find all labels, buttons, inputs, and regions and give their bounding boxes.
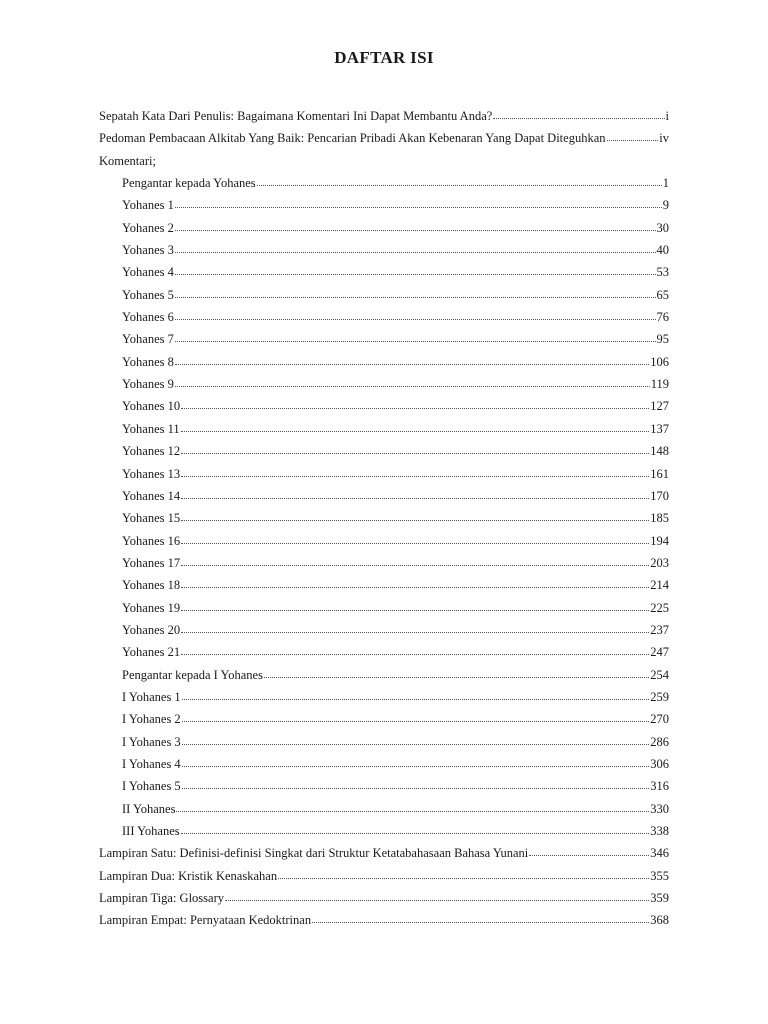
toc-entry-page: 161 bbox=[650, 466, 669, 481]
toc-entry bbox=[99, 463, 669, 485]
toc-entry-page: 330 bbox=[650, 801, 669, 816]
toc-entry-label: Sepatah Kata Dari Penulis: Bagaimana Komentari Ini Dapat Membantu Anda? bbox=[99, 109, 493, 123]
dot-leader bbox=[175, 264, 656, 275]
dot-leader bbox=[181, 398, 649, 409]
toc-entry-page: 338 bbox=[650, 824, 669, 838]
dot-leader bbox=[182, 756, 650, 767]
toc-entry-page: 53 bbox=[656, 265, 669, 280]
toc-entry bbox=[99, 105, 669, 127]
toc-entry bbox=[99, 775, 669, 797]
toc-entry-label: Yohanes 21 bbox=[122, 645, 181, 660]
toc-entry-label: I Yohanes 5 bbox=[122, 779, 181, 794]
toc-entry bbox=[99, 708, 669, 730]
dot-leader bbox=[175, 309, 656, 320]
toc-entry-label: Yohanes 8 bbox=[122, 354, 174, 369]
toc-entry-label: Yohanes 4 bbox=[122, 265, 174, 280]
dot-leader bbox=[181, 466, 649, 477]
dot-leader bbox=[493, 108, 664, 119]
toc-entry bbox=[99, 731, 669, 753]
toc-entry-label: Yohanes 13 bbox=[122, 466, 181, 481]
toc-entry-page: 225 bbox=[650, 600, 669, 615]
toc-entry bbox=[99, 284, 669, 306]
dot-leader bbox=[181, 533, 649, 544]
toc-entry-page: 30 bbox=[656, 220, 669, 235]
toc-entry-label: II Yohanes bbox=[122, 801, 176, 816]
toc-entry-page: 9 bbox=[662, 198, 669, 213]
toc-entry-label: III Yohanes bbox=[122, 824, 180, 838]
dot-leader bbox=[175, 376, 650, 387]
toc-entry-page: 368 bbox=[650, 913, 669, 928]
toc-entry-label: Yohanes 12 bbox=[122, 444, 181, 459]
toc-entry-page: 170 bbox=[650, 488, 669, 503]
dot-leader bbox=[181, 600, 649, 611]
toc-entry-page: 270 bbox=[650, 712, 669, 727]
toc-entry-label: Lampiran Tiga: Glossary bbox=[99, 891, 224, 906]
toc-entry bbox=[99, 597, 669, 619]
toc-entry bbox=[99, 395, 669, 417]
dot-leader bbox=[182, 689, 650, 700]
toc-entry-label: Yohanes 14 bbox=[122, 488, 181, 503]
toc-entry-page: iv bbox=[659, 131, 669, 146]
toc-entry-label: Yohanes 7 bbox=[122, 332, 174, 347]
toc-entry-page: 247 bbox=[650, 645, 669, 660]
toc-entry bbox=[99, 909, 669, 931]
dot-leader bbox=[176, 801, 649, 812]
page-title: DAFTAR ISI bbox=[334, 48, 434, 67]
toc-entry-page: 259 bbox=[650, 689, 669, 704]
dot-leader bbox=[181, 421, 650, 432]
toc-entry-label: Pedoman Pembacaan Alkitab Yang Baik: Pencarian Pribadi Akan Kebenaran Yang Dapat Diteguhkan bbox=[99, 131, 606, 146]
toc-entry bbox=[99, 753, 669, 775]
toc-entry-page: 185 bbox=[650, 511, 669, 526]
toc-entry-label: Yohanes 2 bbox=[122, 220, 174, 235]
dot-leader bbox=[264, 667, 649, 678]
toc-entry-page: 137 bbox=[650, 421, 669, 436]
toc-entry bbox=[99, 887, 669, 909]
toc-entry bbox=[99, 686, 669, 708]
toc-entry-label: Yohanes 20 bbox=[122, 622, 181, 637]
toc-entry bbox=[99, 552, 669, 574]
toc-entry-page: 119 bbox=[650, 377, 669, 392]
dot-leader bbox=[175, 287, 656, 298]
toc-entry bbox=[99, 798, 669, 820]
dot-leader bbox=[175, 331, 656, 342]
table-of-contents bbox=[99, 105, 669, 932]
toc-entry bbox=[99, 485, 669, 507]
toc-entry bbox=[99, 351, 669, 373]
toc-entry-page: 237 bbox=[650, 622, 669, 637]
toc-entry-page: 1 bbox=[662, 176, 669, 191]
toc-entry bbox=[99, 217, 669, 239]
dot-leader bbox=[182, 711, 650, 722]
toc-entry-page: 214 bbox=[650, 578, 669, 593]
toc-entry-label: I Yohanes 3 bbox=[122, 734, 181, 749]
toc-entry-label: Komentari; bbox=[99, 153, 156, 168]
toc-entry-page: 286 bbox=[650, 734, 669, 749]
dot-leader bbox=[225, 890, 649, 901]
dot-leader bbox=[529, 845, 649, 856]
dot-leader bbox=[175, 220, 656, 231]
toc-entry bbox=[99, 842, 669, 864]
dot-leader bbox=[181, 443, 649, 454]
toc-entry-label: Yohanes 10 bbox=[122, 399, 181, 414]
dot-leader bbox=[312, 912, 649, 923]
toc-entry-label: Yohanes 18 bbox=[122, 578, 181, 593]
dot-leader bbox=[181, 622, 649, 633]
toc-entry-label: Lampiran Dua: Kristik Kenaskahan bbox=[99, 868, 278, 883]
dot-leader bbox=[175, 242, 656, 253]
toc-entry-page: 148 bbox=[650, 444, 669, 459]
toc-entry bbox=[99, 641, 669, 663]
toc-entry bbox=[99, 530, 669, 552]
toc-entry-page: 316 bbox=[650, 779, 669, 794]
toc-entry-label: Yohanes 1 bbox=[122, 198, 174, 213]
dot-leader bbox=[175, 197, 662, 208]
toc-entry bbox=[99, 865, 669, 887]
toc-entry bbox=[99, 440, 669, 462]
toc-entry-page: 203 bbox=[650, 555, 669, 570]
toc-entry bbox=[99, 507, 669, 529]
toc-entry-page: 346 bbox=[650, 846, 669, 861]
toc-entry bbox=[99, 619, 669, 641]
toc-entry bbox=[99, 306, 669, 328]
toc-entry-page: i bbox=[665, 109, 669, 123]
toc-entry-page: 76 bbox=[656, 310, 669, 325]
toc-entry-label: I Yohanes 1 bbox=[122, 689, 181, 704]
toc-entry bbox=[99, 150, 669, 172]
toc-entry-page: 359 bbox=[650, 891, 669, 906]
toc-entry bbox=[99, 127, 669, 149]
dot-leader bbox=[181, 644, 649, 655]
dot-leader bbox=[607, 130, 659, 141]
toc-entry-page: 95 bbox=[656, 332, 669, 347]
toc-entry-page: 254 bbox=[650, 667, 669, 682]
toc-entry bbox=[99, 664, 669, 686]
toc-entry-page: 65 bbox=[656, 287, 669, 302]
toc-entry bbox=[99, 418, 669, 440]
toc-entry-label: I Yohanes 2 bbox=[122, 712, 181, 727]
toc-entry-page: 40 bbox=[656, 243, 669, 258]
dot-leader bbox=[181, 823, 650, 834]
dot-leader bbox=[257, 175, 662, 186]
toc-entry-label: Yohanes 16 bbox=[122, 533, 181, 548]
toc-entry-page: 106 bbox=[650, 354, 669, 369]
toc-entry bbox=[99, 239, 669, 261]
toc-entry bbox=[99, 328, 669, 350]
toc-entry-page: 194 bbox=[650, 533, 669, 548]
toc-entry bbox=[99, 574, 669, 596]
dot-leader bbox=[181, 555, 649, 566]
dot-leader bbox=[278, 868, 649, 879]
dot-leader bbox=[182, 778, 650, 789]
toc-entry bbox=[99, 373, 669, 395]
toc-entry bbox=[99, 820, 669, 842]
toc-entry-label: Yohanes 3 bbox=[122, 243, 174, 258]
toc-entry-page: 355 bbox=[650, 868, 669, 883]
toc-entry-label: Yohanes 5 bbox=[122, 287, 174, 302]
toc-entry-label: Yohanes 9 bbox=[122, 377, 174, 392]
dot-leader bbox=[175, 354, 649, 365]
toc-entry-label: Yohanes 19 bbox=[122, 600, 181, 615]
toc-entry bbox=[99, 261, 669, 283]
toc-entry-label: Pengantar kepada Yohanes bbox=[122, 176, 256, 191]
toc-entry-label: Yohanes 17 bbox=[122, 555, 181, 570]
toc-entry-label: I Yohanes 4 bbox=[122, 756, 181, 771]
dot-leader bbox=[181, 577, 649, 588]
toc-entry-page: 127 bbox=[650, 399, 669, 414]
toc-entry bbox=[99, 172, 669, 194]
toc-entry-label: Lampiran Satu: Definisi-definisi Singkat dari Struktur Ketatabahasaan Bahasa Yunani bbox=[99, 846, 529, 861]
toc-entry-label: Lampiran Empat: Pernyataan Kedoktrinan bbox=[99, 913, 312, 928]
toc-entry-label: Yohanes 11 bbox=[122, 421, 180, 436]
toc-entry bbox=[99, 194, 669, 216]
dot-leader bbox=[181, 488, 649, 499]
toc-entry-label: Yohanes 15 bbox=[122, 511, 181, 526]
dot-leader bbox=[181, 510, 649, 521]
toc-entry-label: Yohanes 6 bbox=[122, 310, 174, 325]
toc-entry-label: Pengantar kepada I Yohanes bbox=[122, 667, 263, 682]
dot-leader bbox=[182, 734, 650, 745]
toc-entry-page: 306 bbox=[650, 756, 669, 771]
